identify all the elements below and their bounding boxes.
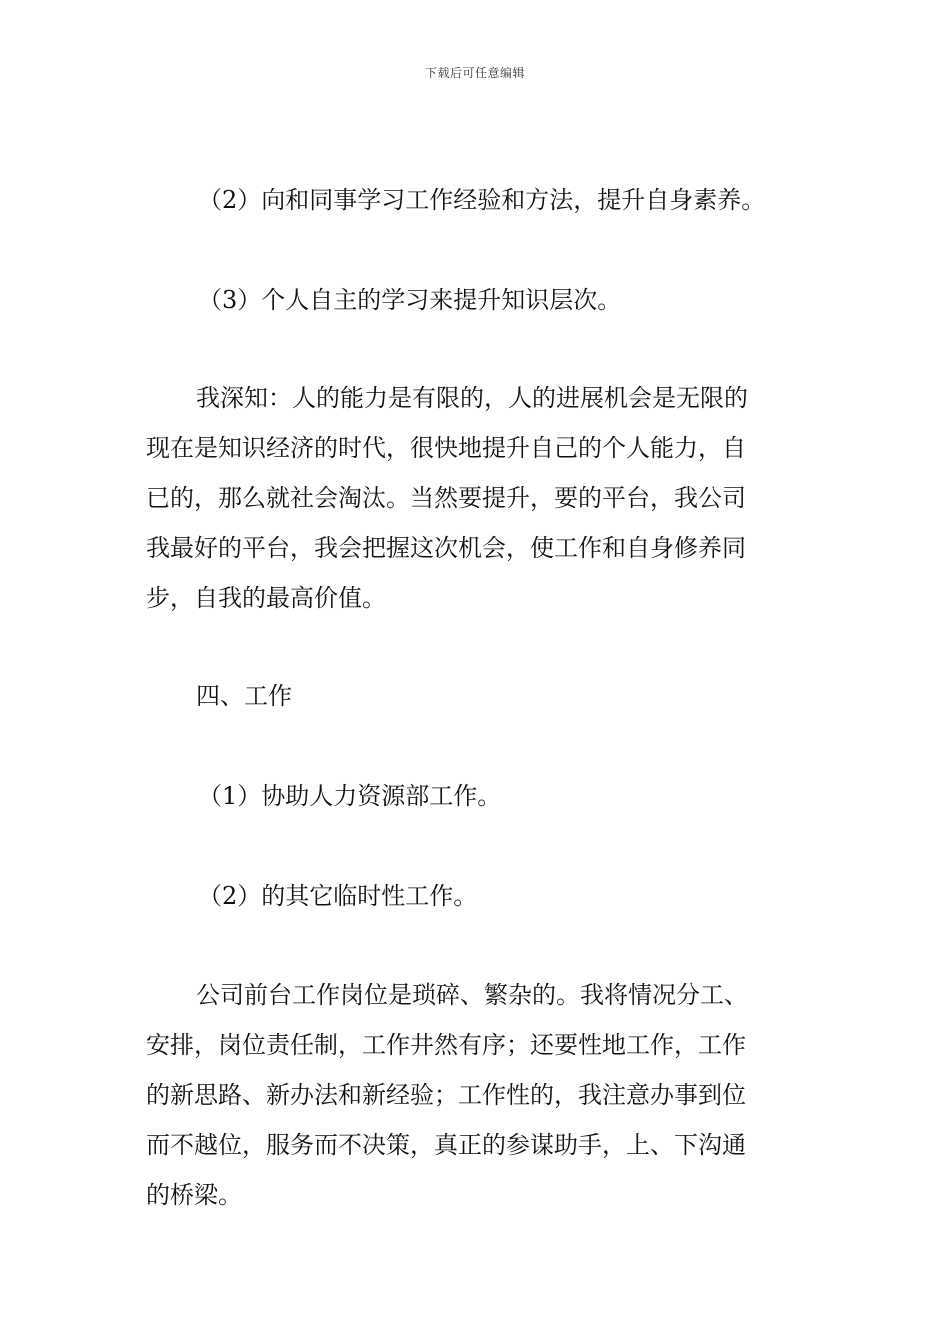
paragraph-line: 的新思路、新办法和新经验；工作性的，我注意办事到位 [146,1081,746,1109]
section-heading: 四、工作 [196,682,292,710]
paragraph-line: 已的，那么就社会淘汰。当然要提升，要的平台，我公司 [146,484,746,512]
list-item-hr-assist: （1）协助人力资源部工作。 [198,782,502,810]
list-item-temporary-work: （2）的其它临时性工作。 [198,882,478,910]
page-header: 下载后可任意编辑 [424,66,525,80]
list-item-self-study: （3）个人自主的学习来提升知识层次。 [198,286,622,314]
paragraph-line: 我深知：人的能力是有限的，人的进展机会是无限的 [196,384,748,412]
paragraph-line: 而不越位，服务而不决策，真正的参谋助手，上、下沟通 [146,1131,746,1159]
paragraph-line: 我最好的平台，我会把握这次机会，使工作和自身修养同 [146,534,746,562]
list-item-study-colleagues: （2）向和同事学习工作经验和方法，提升自身素养。 [198,186,766,214]
paragraph-front-desk [146,970,806,1220]
paragraph-line: 安排，岗位责任制，工作井然有序；还要性地工作，工作 [146,1031,746,1059]
paragraph-line: 现在是知识经济的时代，很快地提升自己的个人能力，自 [146,434,746,462]
paragraph-line: 步，自我的最高价值。 [146,584,386,612]
paragraph-ability [146,373,806,623]
paragraph-line: 的桥梁。 [146,1181,242,1209]
paragraph-line: 公司前台工作岗位是琐碎、繁杂的。我将情况分工、 [196,981,748,1009]
